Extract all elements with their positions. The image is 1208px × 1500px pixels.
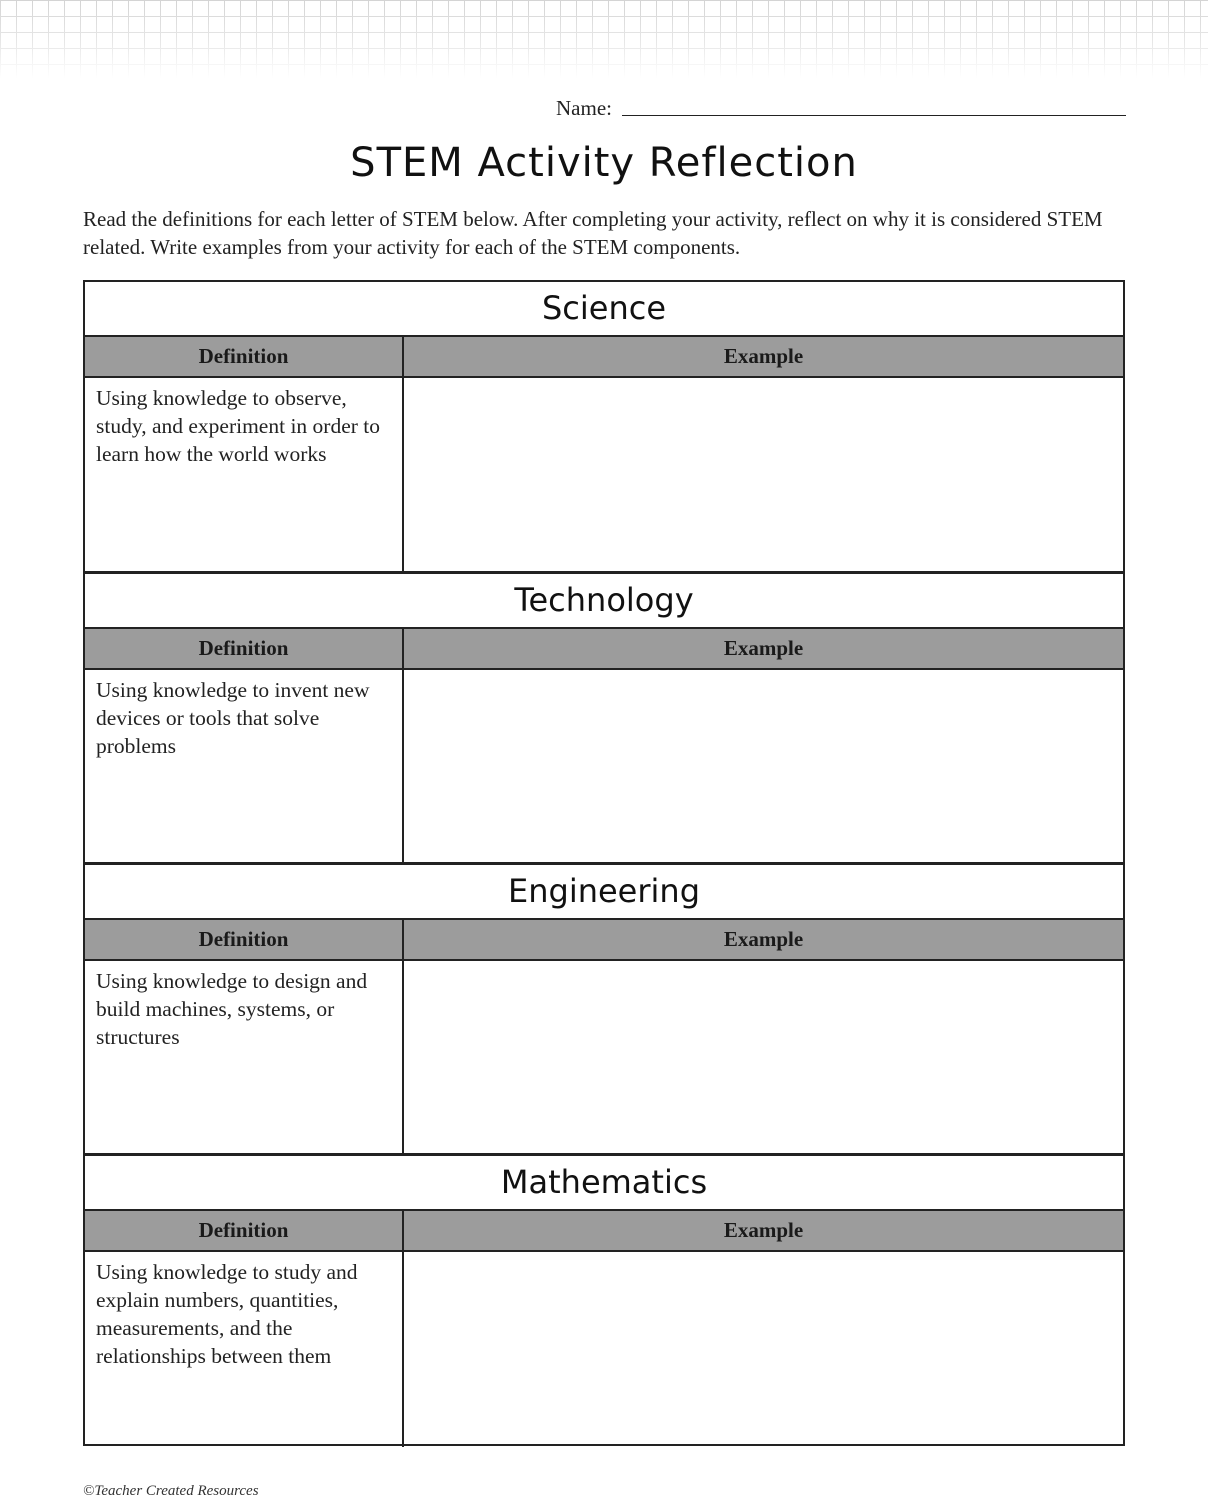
example-header: Example bbox=[723, 927, 804, 951]
name-label: Name: bbox=[556, 96, 612, 120]
name-row bbox=[556, 90, 1126, 120]
header-row bbox=[85, 1211, 1123, 1252]
section-technology bbox=[85, 571, 1123, 865]
definition-header: Definition bbox=[85, 920, 404, 959]
header-row bbox=[85, 337, 1123, 378]
header-row bbox=[85, 920, 1123, 961]
header-row bbox=[85, 629, 1123, 670]
graph-paper-header bbox=[0, 0, 1208, 78]
definition-text: Using knowledge to invent new devices or tools that solve problems bbox=[85, 670, 404, 865]
section-title: Science bbox=[85, 282, 1123, 337]
section-mathematics bbox=[85, 1153, 1123, 1447]
body-row bbox=[85, 670, 1123, 865]
example-header: Example bbox=[723, 636, 804, 660]
example-header: Example bbox=[723, 344, 804, 368]
instructions: Read the definitions for each letter of STEM below. After completing your activity, reflect on why it is considered STEM related. Write examples from your activity for each of the STEM components. bbox=[83, 207, 1103, 259]
section-science bbox=[85, 282, 1123, 573]
example-field-engineering[interactable] bbox=[404, 961, 1123, 1156]
body-row bbox=[85, 961, 1123, 1156]
definition-header: Definition bbox=[85, 337, 404, 376]
copyright-footer: ©Teacher Created Resources bbox=[83, 1483, 259, 1499]
definition-text: Using knowledge to design and build machines, systems, or structures bbox=[85, 961, 404, 1156]
page-title: STEM Activity Reflection bbox=[350, 140, 858, 186]
section-title: Engineering bbox=[85, 865, 1123, 920]
body-row bbox=[85, 1252, 1123, 1447]
body-row bbox=[85, 378, 1123, 573]
definition-text: Using knowledge to observe, study, and experiment in order to learn how the world works bbox=[85, 378, 404, 573]
name-field[interactable] bbox=[622, 115, 1126, 116]
section-engineering bbox=[85, 862, 1123, 1156]
section-title: Mathematics bbox=[85, 1156, 1123, 1211]
stem-table bbox=[83, 280, 1125, 1446]
definition-text: Using knowledge to study and explain numbers, quantities, measurements, and the relationships between them bbox=[85, 1252, 404, 1447]
example-field-technology[interactable] bbox=[404, 670, 1123, 865]
definition-header: Definition bbox=[85, 629, 404, 668]
definition-header: Definition bbox=[85, 1211, 404, 1250]
example-field-science[interactable] bbox=[404, 378, 1123, 573]
example-field-mathematics[interactable] bbox=[404, 1252, 1123, 1447]
example-header: Example bbox=[723, 1218, 804, 1242]
section-title: Technology bbox=[85, 574, 1123, 629]
